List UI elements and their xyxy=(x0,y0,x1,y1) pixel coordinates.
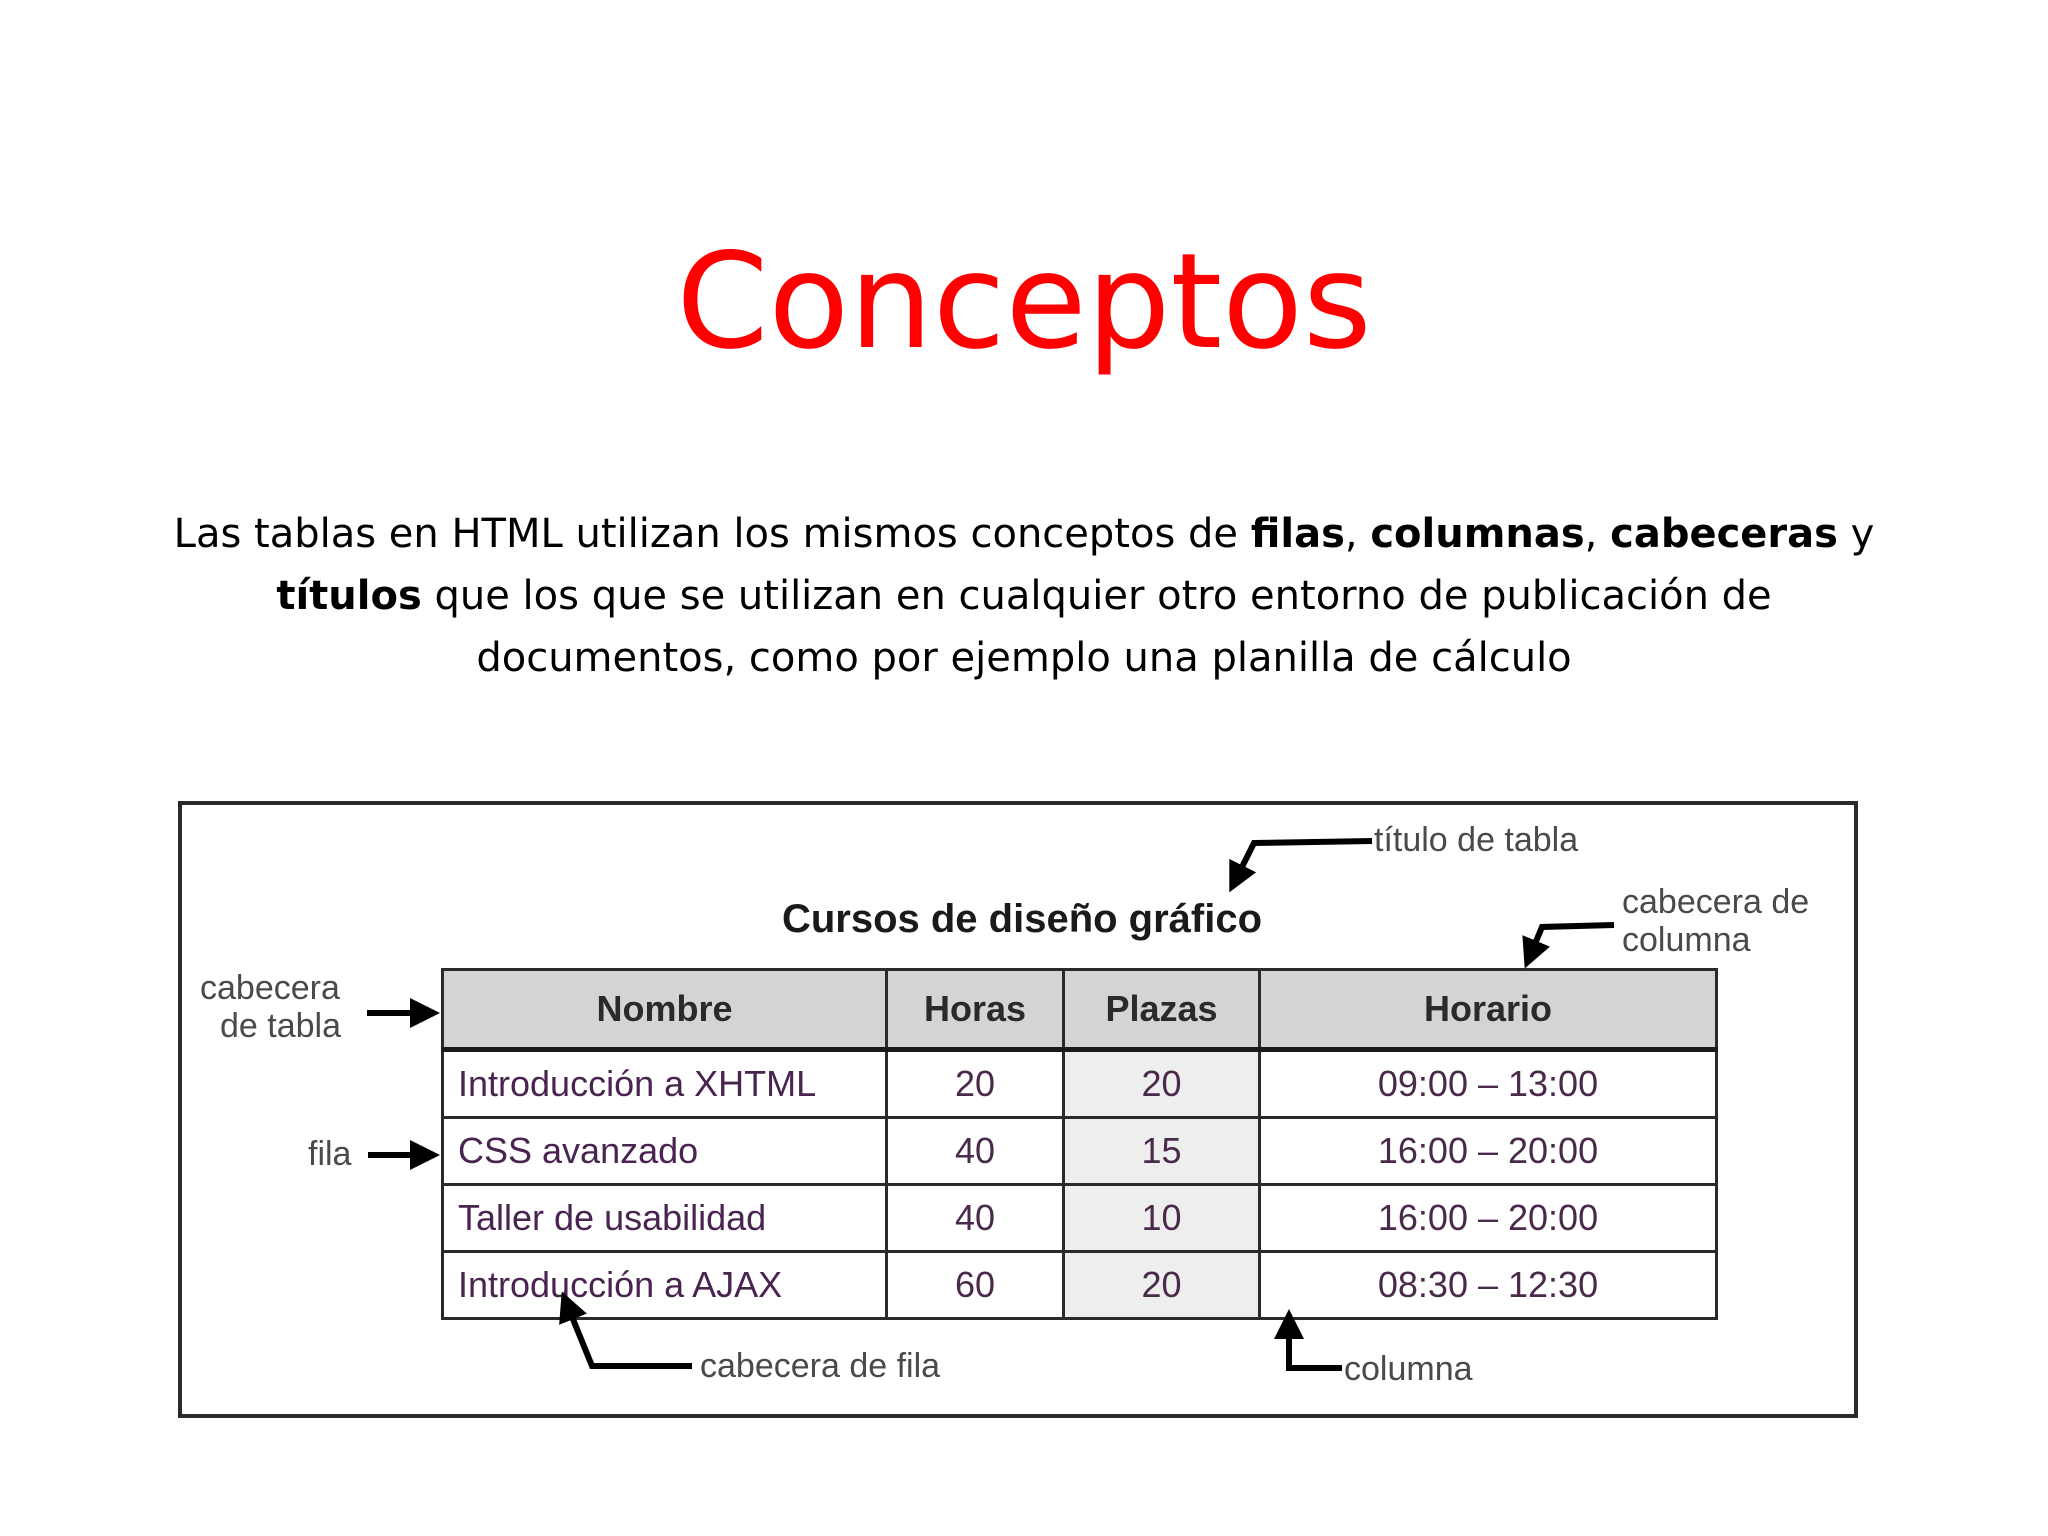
body-separator: , xyxy=(1584,511,1611,557)
table-cell: 16:00 – 20:00 xyxy=(1260,1118,1717,1185)
arrow-cabecera-de-columna xyxy=(1527,925,1614,963)
row-header-cell: Introducción a AJAX xyxy=(443,1252,887,1319)
table-cell: 09:00 – 13:00 xyxy=(1260,1050,1717,1118)
table-cell: 60 xyxy=(887,1252,1064,1319)
row-header-cell: Taller de usabilidad xyxy=(443,1185,887,1252)
label-titulo-de-tabla: título de tabla xyxy=(1374,821,1579,859)
label-cabecera-de-tabla: de tabla xyxy=(220,1007,341,1045)
table-cell: 10 xyxy=(1064,1185,1260,1252)
table-caption: Cursos de diseño gráfico xyxy=(781,897,1263,941)
body-text-part: que los que se utilizan en cualquier otro entorno de publicación de documentos, como por ejemplo una planilla de cálculo xyxy=(421,573,1772,681)
table-cell: 40 xyxy=(887,1185,1064,1252)
annotation-arrows xyxy=(182,805,1854,1414)
bold-term-filas: filas xyxy=(1250,511,1345,557)
label-cabecera-de-columna: columna xyxy=(1622,921,1751,959)
table-cell: 20 xyxy=(887,1050,1064,1118)
column-header-nombre: Nombre xyxy=(443,970,887,1050)
body-separator: y xyxy=(1837,511,1875,557)
row-header-cell: Introducción a XHTML xyxy=(443,1050,887,1118)
table-cell: 16:00 – 20:00 xyxy=(1260,1185,1717,1252)
column-header-plazas: Plazas xyxy=(1064,970,1260,1050)
table-diagram-figure xyxy=(178,801,1858,1418)
arrow-cabecera-de-fila xyxy=(564,1297,692,1366)
bold-term-columnas: columnas xyxy=(1370,511,1585,557)
label-cabecera-de-columna: cabecera de xyxy=(1622,883,1810,921)
bold-term-titulos: títulos xyxy=(276,573,422,619)
column-header-horario: Horario xyxy=(1260,970,1717,1050)
body-text-part: Las tablas en HTML utilizan los mismos conceptos de xyxy=(173,511,1251,557)
label-fila: fila xyxy=(308,1135,352,1173)
label-columna: columna xyxy=(1344,1350,1473,1388)
body-separator: , xyxy=(1344,511,1371,557)
slide-body-text xyxy=(150,503,1898,689)
bold-term-cabeceras: cabeceras xyxy=(1610,511,1838,557)
table-cell: 20 xyxy=(1064,1050,1260,1118)
label-cabecera-de-fila: cabecera de fila xyxy=(700,1347,941,1385)
arrow-columna xyxy=(1289,1315,1342,1368)
arrow-titulo-de-tabla-path xyxy=(1232,841,1372,887)
table-cell: 40 xyxy=(887,1118,1064,1185)
slide-title: Conceptos xyxy=(676,225,1372,379)
table-cell: 08:30 – 12:30 xyxy=(1260,1252,1717,1319)
table-cell: 20 xyxy=(1064,1252,1260,1319)
table-cell: 15 xyxy=(1064,1118,1260,1185)
row-header-cell: CSS avanzado xyxy=(443,1118,887,1185)
column-header-horas: Horas xyxy=(887,970,1064,1050)
label-cabecera-de-tabla: cabecera xyxy=(200,969,340,1007)
